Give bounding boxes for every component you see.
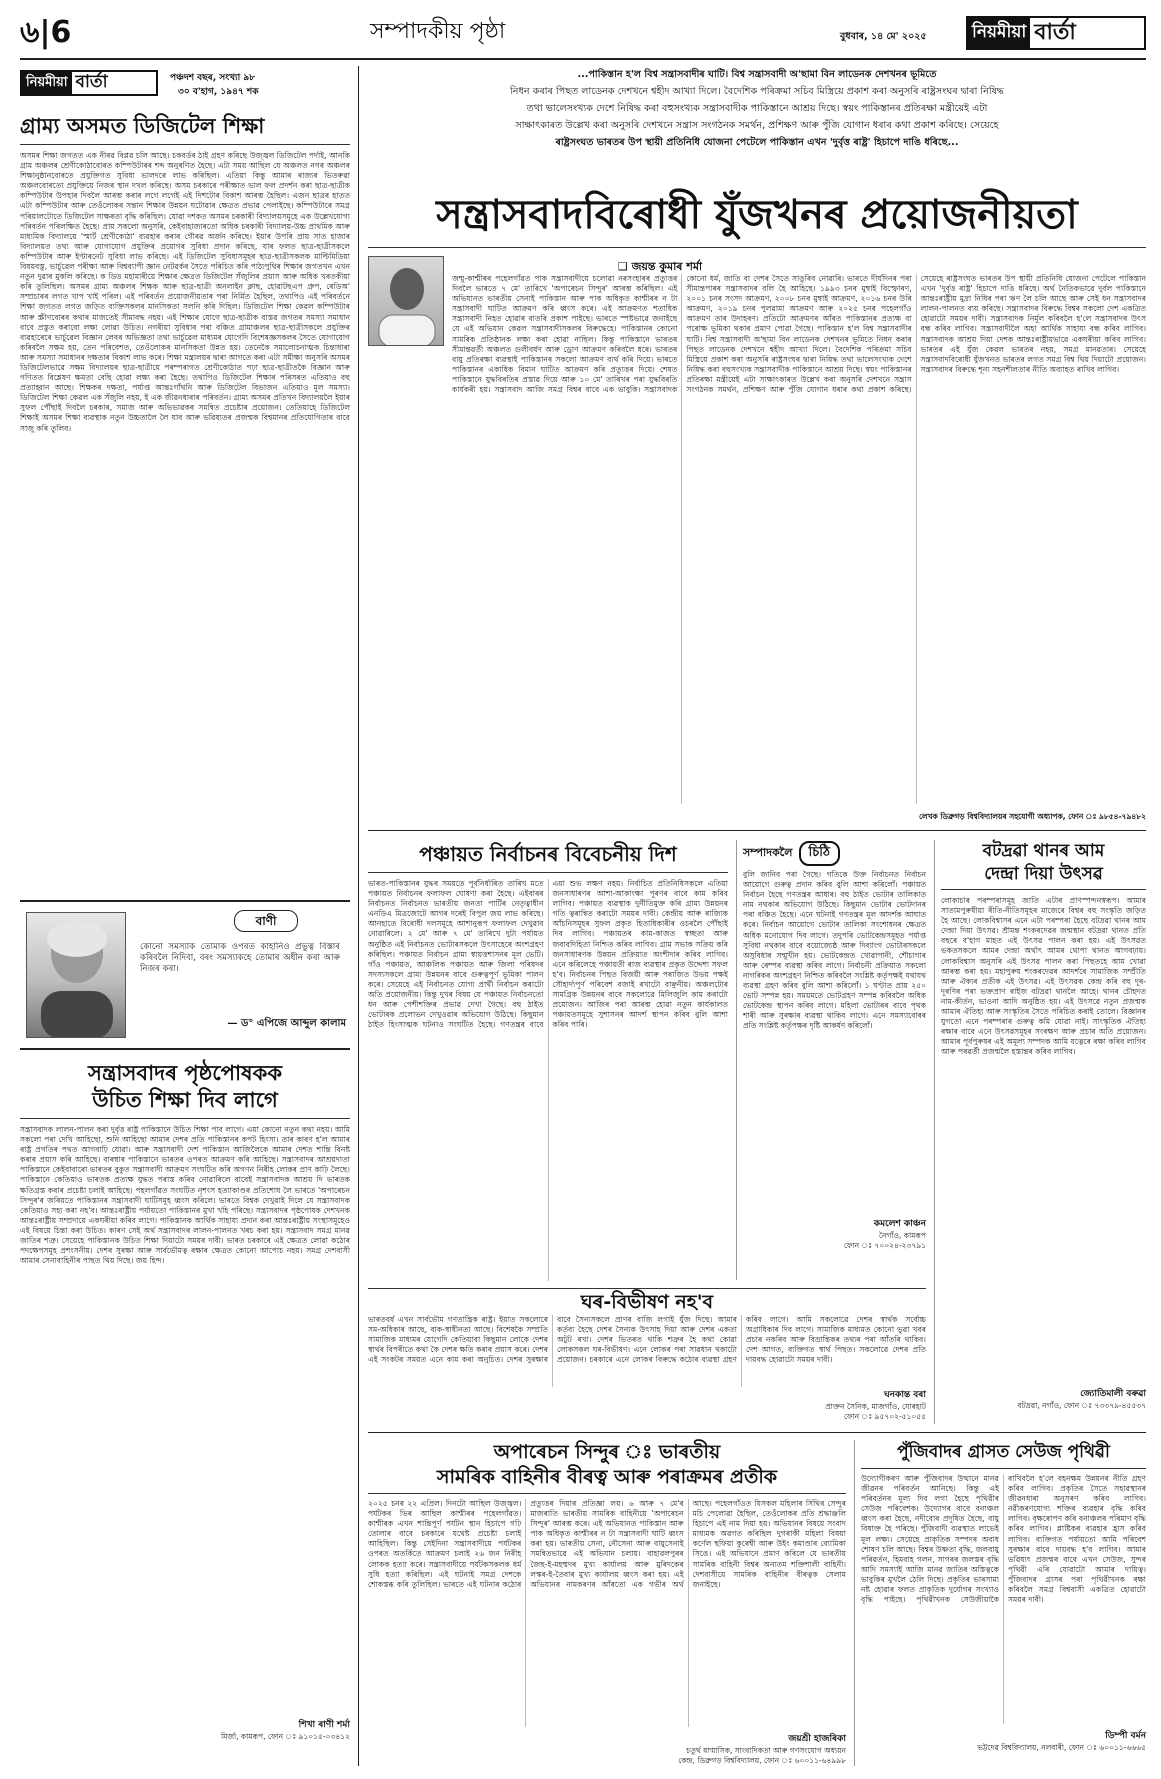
batadraba-body: লোকাচাৰ পৰম্পৰাসমূহ জাতি এটাৰ প্ৰাণস্পন্দনস্বৰূপ। আমাৰ সাতামপুৰুষীয়া ৰীতি-নীতিসমূহৰ মাজেৰে বিশ্বৰ বহু সংস্কৃতি জড়িত হৈ আছে। লোকবিশ্বাসৰ এনে এটা পৰম্পৰা হৈছে বটদ্ৰৱা থানৰ আম দেন্দ্ৰা দিয়া উৎসৱ। শ্ৰীমন্ত শংকৰদেৱৰ জন্মস্থান বটদ্ৰৱা থানত প্ৰতি বছৰে ব'হাগ মাহত এই উৎসৱ পালন কৰা হয়। এই উৎসৱত ভকতসকলে আমৰ দেন্দ্ৰা অৰ্থাৎ আমৰ থোপা থানত আগবঢ়ায়। লোকবিশ্বাস অনুসৰি এই উৎসৱ পালন কৰা পিছতহে আম খোৱা আৰম্ভ কৰা হয়। মহাপুৰুষ শংকৰদেৱৰ আদৰ্শৰে সামাজিক সম্প্ৰীতি আৰু ঐক্যৰ প্ৰতীক এই উৎসৱ। এই উৎসৱক কেন্দ্ৰ কৰি বহু দূৰ-দূৰণিৰ পৰা ভক্তপ্ৰাণ ৰাইজ বটদ্ৰৱা থানলৈ আহে। থানৰ চৌহদত নাম-কীৰ্তন, ভাওনা আদি অনুষ্ঠিত হয়। এই উৎসৱে নতুন প্ৰজন্মক আমাৰ ঐতিহ্য আৰু সংস্কৃতিৰ সৈতে পৰিচিত কৰাই তোলে। বিজ্ঞানৰ যুগতো এনে পৰম্পৰাৰ গুৰুত্ব কমি যোৱা নাই। সাংস্কৃতিক ঐতিহ্য ৰক্ষাৰ বাবে এনে উৎসৱসমূহৰ সংৰক্ষণ আৰু প্ৰচাৰ অতি প্ৰয়োজন। আমাৰ পূৰ্বপুৰুষৰ এই অমূল্য সম্পদক আমি যত্নেৰে ৰক্ষা কৰিব লাগিব আৰু পৰৱৰ্তী প্ৰজন্মলৈ হস্তান্তৰ কৰিব লাগিব। [941, 896, 1146, 1057]
masthead [20, 66, 350, 106]
letter1-body: বুলি জানিব পৰা গৈছে। গতিকে উক্ত নিৰ্বাচনত নিৰ্বাচন আয়োগে গুৰুত্ব প্ৰদান কৰিব বুলি আশা কৰিলোঁ। পঞ্চায়ত নিৰ্বাচন হৈছে গণতন্ত্ৰৰ আধাৰ। বহু ঠাইত ভোটাৰ তালিকাত নাম নথকাৰ অভিযোগ উঠিছে। কিছুমান ভোটাৰ ভোটদানৰ পৰা বঞ্চিত হৈছে। এনে ঘটনাই গণতন্ত্ৰৰ মূল আদৰ্শক আঘাত কৰে। নিৰ্বাচন আয়োগে ভোটাৰ তালিকা সংশোধনৰ ক্ষেত্ৰত অধিক মনোযোগ দিব লাগে। তদুপৰি ভোটকেন্দ্ৰসমূহত পৰ্যাপ্ত সুবিধা নথকাৰ বাবে বয়োজ্যেষ্ঠ আৰু দিব্যাংগ ভোটাৰসকলে অসুবিধাৰ সন্মুখীন হয়। ভোটকেন্দ্ৰত খোৱাপানী, শৌচাগাৰ আৰু ৰেম্পৰ ব্যৱস্থা কৰিব লাগে। নিৰ্বাচনী প্ৰক্ৰিয়াত সকলো নাগৰিকৰ অংশগ্ৰহণ নিশ্চিত কৰিবলৈ সংশ্লিষ্ট কৰ্তৃপক্ষই যথাযথ ব্যৱস্থা গ্ৰহণ কৰিব বুলি আশা কৰিলোঁ। ১ ঘণ্টাত প্ৰায় ২৫০ ভোট সম্পন্ন হয়। সময়মতে ভোটগ্ৰহণ সম্পন্ন কৰিবলৈ অধিক ভোটকেন্দ্ৰ স্থাপন কৰিব লাগে। মহিলা ভোটাৰৰ বাবে পৃথক শাৰী আৰু সুৰক্ষাৰ ব্যৱস্থা থাকিব লাগে। এনে সমস্যাবোৰৰ প্ৰতি সংশ্লিষ্ট কৰ্তৃপক্ষৰ দৃষ্টি আকৰ্ষণ কৰিলোঁ। [743, 870, 926, 1031]
masthead-logo-part-2: বাৰ্তা [75, 72, 108, 92]
masthead-logo [20, 70, 158, 96]
operation-body: ২০২৫ চনৰ ২২ এপ্ৰিল। দিনটো আছিল উজ্জ্বল। পৰ্যটকৰ ভিৰ আছিল কাশ্মীৰৰ পহেলগাঁৱত। কাশ্মীৰক এখন শান্তিপূৰ্ণ পৰ্যটন স্থান হিচাপে গঢ়ি তোলাৰ বাবে চৰকাৰে যথেষ্ট প্ৰচেষ্টা চলাই আহিছিল। কিন্তু সেইদিনা সন্ত্ৰাসবাদীয়ে পৰ্যটকৰ ওপৰত অতৰ্কিতে আক্ৰমণ চলাই ২৬ জন নিৰীহ লোকক হত্যা কৰে। সন্ত্ৰাসবাদীয়ে পৰ্যটকসকলক ধৰ্ম সুধি হত্যা কৰিছিল। এই ঘটনাই সমগ্ৰ দেশকে শোকস্তব্ধ কৰি তুলিছিল। ভাৰতে এই ঘটনাৰ কঠোৰ প্ৰত্যুত্তৰ দিয়াৰ প্ৰতিজ্ঞা লয়। ৬ আৰু ৭ মে'ৰ মাজৰাতি ভাৰতীয় সামৰিক বাহিনীয়ে 'অপাৰেচন সিন্দুৰ' আৰম্ভ কৰে। এই অভিযানত পাকিস্তান আৰু পাক অধিকৃত কাশ্মীৰৰ ন টা সন্ত্ৰাসবাদী ঘাটি ধ্বংস কৰা হয়। ভাৰতীয় সেনা, নৌসেনা আৰু বায়ুসেনাই সমন্বিতভাৱে এই অভিযান চলায়। বাহাৱলপুৰৰ জৈছ-ই-মহম্মদৰ মুখ্য কাৰ্যালয় আৰু মুৰিদকেৰ লস্কৰ-ই-তৈবাৰ মুখ্য কাৰ্যালয় ধ্বংস কৰা হয়। এই অভিযানৰ নামকৰণৰ আঁৰতো এক গভীৰ অৰ্থ আছে। পহেলগাঁওত যিসকল মহিলাৰ সিঁথিৰ সেন্দুৰ মচি পেলোৱা হৈছিল, তেওঁলোকৰ প্ৰতি শ্ৰদ্ধাঞ্জলি হিচাপে এই নাম দিয়া হয়। অভিযানৰ বিষয়ে সংবাদ মাধ্যমক অৱগত কৰিছিল দুগৰাকী মহিলা বিষয়া কৰ্ণেল ছফিয়া কুৰেশ্বী আৰু উইং কমাণ্ডাৰ ব্যোমিকা সিঙে। এই অভিযানে প্ৰমাণ কৰিলে যে ভাৰতীয় সামৰিক বাহিনী বিশ্বৰ অন্যতম শক্তিশালী বাহিনী। দেশবাসীয়ে সামৰিক বাহিনীৰ বীৰত্বক সেলাম জনাইছে। [368, 1499, 846, 1589]
batadraba-title-1: বটদ্ৰৱা থানৰ আম [982, 841, 1105, 861]
main-body: জম্মু-কাশ্মীৰৰ পহেলগাঁৱত পাক সন্ত্ৰাসবাদীয়ে চলোৱা নৰসংহাৰৰ প্ৰত্যুত্তৰ দিবলৈ ভাৰতে ৭ মে' তাৰিখে 'অপাৰেচন সিন্দুৰ' আৰম্ভ কৰিছিল। এই অভিযানত ভাৰতীয় সেনাই পাকিস্তান আৰু পাক অধিকৃত কাশ্মীৰৰ ন টা সন্ত্ৰাসবাদী ঘাটিত আক্ৰমণ কৰি ধ্বংস কৰে। এই আক্ৰমণত শতাধিক সন্ত্ৰাসবাদী নিহত হোৱাৰ বাতৰি প্ৰকাশ পাইছে। ভাৰতে স্পষ্টভাৱে জনাইছে যে এই অভিযান কেৱল সন্ত্ৰাসবাদীসকলৰ বিৰুদ্ধেহে। পাকিস্তানৰ কোনো সামৰিক প্ৰতিষ্ঠানক লক্ষ্য কৰা হোৱা নাছিল। কিন্তু পাকিস্তানে ভাৰতৰ সীমান্তৱৰ্তী অঞ্চলত গুলীবৰ্ষণ আৰু ড্ৰোণ আক্ৰমণ কৰিবলৈ ধৰে। ভাৰতৰ বায়ু প্ৰতিৰক্ষা ব্যৱস্থাই পাকিস্তানৰ সকলো আক্ৰমণ ব্যৰ্থ কৰি দিয়ে। ভাৰতে পাকিস্তানৰ একাধিক বিমান ঘাটিত আক্ৰমণ কৰি প্ৰত্যুত্তৰ দিয়ে। শেষত পাকিস্তানে যুদ্ধবিৰতিৰ প্ৰস্তাৱ দিয়ে আৰু ১০ মে' তাৰিখৰ পৰা যুদ্ধবিৰতি কাৰ্যকৰী হয়। সন্ত্ৰাসবাদ আজি সমগ্ৰ বিশ্বৰ বাবে এক ভাবুকি। সন্ত্ৰাসবাদক কোনো ধৰ্ম, জাতি বা দেশৰ সৈতে সাঙুৰিব নোৱাৰি। ভাৰতে দীৰ্ঘদিনৰ পৰা সীমান্তপাৰৰ সন্ত্ৰাসবাদৰ বলি হৈ আহিছে। ১৯৯৩ চনৰ মুম্বাই বিস্ফোৰণ, ২০০১ চনৰ সংসদ আক্ৰমণ, ২০০৮ চনৰ মুম্বাই আক্ৰমণ, ২০১৬ চনৰ উৰি আক্ৰমণ, ২০১৯ চনৰ পুলৱামা আক্ৰমণ আৰু ২০২৫ চনৰ পহেলগাঁও আক্ৰমণ তাৰ উদাহৰণ। প্ৰতিটো আক্ৰমণৰ আঁৰত পাকিস্তানৰ প্ৰত্যক্ষ বা পৰোক্ষ ভূমিকা থকাৰ প্ৰমাণ পোৱা গৈছে। পাকিস্তান হ'ল বিশ্ব সন্ত্ৰাসবাদীৰ ঘাটি। বিশ্ব সন্ত্ৰাসবাদী অ'ছামা বিন লাডেনক দেশখনৰ ভূমিতে নিধন কৰাৰ পিছত লাডেনক দেশখনে শ্বহীদ আখ্যা দিলে। বৈদেশিক পৰিক্ৰমা সচিব মিস্ত্ৰিয়ে প্ৰকাশ কৰা অনুসৰি ৰাষ্ট্ৰসংঘৰ দ্বাৰা নিষিদ্ধ তথা ভালেসংখ্যক দেশে নিষিদ্ধ কৰা বহুসংখ্যক সন্ত্ৰাসবাদীক পাকিস্তানে আশ্ৰয় দিছে। স্বয়ং পাকিস্তানৰ প্ৰতিৰক্ষা মন্ত্ৰীয়েই এটা সাক্ষাৎকাৰত উল্লেখ কৰা অনুসৰি দেশখনে সন্ত্ৰাস সংগঠনক সমৰ্থন, প্ৰশিক্ষণ আৰু পুঁজি যোগান ধৰাৰ কথা প্ৰকাশ কৰিছে। সেয়েহে ৰাষ্ট্ৰসংঘত ভাৰতৰ উপ স্থায়ী প্ৰতিনিধি যোজনা পেটেলে পাকিস্তান এখন 'দুৰ্বৃত্ত ৰাষ্ট্ৰ' হিচাপে দাঙি ধৰিছে। অৰ্থ নৈতিকভাৱে দুৰ্বল পাকিস্তানে আন্তঃৰাষ্ট্ৰীয় মুদ্ৰা নিধিৰ পৰা ঋণ লৈ চলি আছে আৰু সেই ধন সন্ত্ৰাসবাদৰ লালন-পালনত ব্যয় কৰিছে। সন্ত্ৰাসবাদৰ বিৰুদ্ধে বিশ্বৰ সকলো দেশ একত্ৰিত হোৱাটো সময়ৰ দাবী। সন্ত্ৰাসবাদক নিৰ্মূল কৰিবলৈ হ'লে সন্ত্ৰাসবাদৰ উৎস বন্ধ কৰিব লাগিব। সন্ত্ৰাসবাদীলৈ অহা আৰ্থিক সাহায্য বন্ধ কৰিব লাগিব। সন্ত্ৰাসবাদক আশ্ৰয় দিয়া দেশক আন্তঃৰাষ্ট্ৰীয়ভাৱে একঘৰীয়া কৰিব লাগিব। ভাৰতৰ এই যুঁজ কেৱল ভাৰতৰ নহয়, সমগ্ৰ মানৱতাৰ। সেয়েহে সন্ত্ৰাসবাদবিৰোধী যুঁজখনত ভাৰতৰ লগত সমগ্ৰ বিশ্ব থিয় দিয়াটো প্ৰয়োজন। সন্ত্ৰাসবাদৰ বিৰুদ্ধে শূন্য সহনশীলতাৰ নীতি অব্যাহত ৰাখিব লাগিব। [452, 274, 1146, 395]
page-number: ৬|6 [20, 15, 72, 50]
editorial-digital-education [20, 112, 350, 890]
letters-label: সম্পাদকলৈ [743, 845, 793, 859]
masthead-volume: পঞ্চদশ বছৰ, সংখ্যা ৯৮ [170, 73, 256, 83]
portrait-icon [27, 913, 126, 1038]
ghar-phone: ফোন ঃ ৯৫৭০২-৫১০৫৫ [843, 1412, 926, 1421]
main-title: সন্ত্ৰাসবাদবিৰোধী যুঁজখনৰ প্ৰয়োজনীয়তা [436, 192, 1078, 238]
editorial-body: অসমৰ শিক্ষা জগতত এক নীৰৱ বিপ্লৱ চলি আছে। চকবৰ্ডৰ ঠাই গ্ৰহণ কৰিছে উজ্জ্বল ডিজিটেল পৰ্দাই, আনকি গ্ৰাম অঞ্চলৰ শ্ৰেণীকোঠাবোৰত কম্পিউটাৰৰ শব্দ অনুৰণিত হৈছে। এটা সময় আছিল যে অঞ্চলত নগৰ অঞ্চলৰ শিক্ষানুষ্ঠানবোৰতে প্ৰযুক্তিগত সুবিধা ভালদৰে লাভ কৰিছিল। এতিয়া কিন্তু আমাৰ ৰাজ্যৰ ভিতৰুৱা অঞ্চলবোৰতো প্ৰযুক্তিয়ে নিজৰ স্থান দখল কৰিছে। অসম চৰকাৰে পৰীক্ষাত ভাল ফল প্ৰদৰ্শন কৰা ছাত্ৰ-ছাত্ৰীক কম্পিউটাৰ উপহাৰ দিবলৈ আৰম্ভ কৰাৰ লগে লগেই এই দিশটোৰ বিকাশ আৰম্ভ হৈছিল। এজন ছাত্ৰৰ হাতত এটা কম্পিউটাৰ আৰু তেওঁলোকৰ সন্তান শিক্ষাৰ উন্নয়ন ঘটোৱাৰ ক্ষেত্ৰত প্ৰভাৱ পেলাইছে। কম্পিউটাৰে সমগ্ৰ পৰিয়ালটোতে ডিজিটেল সাক্ষৰতা বৃদ্ধি কৰিছিল। যোৱা দশকত অসমৰ চৰকাৰী বিদ্যালয়সমূহে এক উল্লেখযোগ্য পৰিবৰ্তন পৰিলক্ষিত হৈছে। প্ৰায় সকলো অনুসৰি, কেইবাহাজাৰতো অধিক চৰকাৰী বিদ্যালয়-উচ্চ প্ৰাথমিক আৰু মাধ্যমিক বিদ্যালয়ে 'স্মাৰ্ট শ্ৰেণীকোঠা' ব্যৱহাৰ কৰাৰ গৌৰৱ অৰ্জন কৰিছে। ইয়াৰ উপৰি প্ৰায় সাত হাজাৰ বিদ্যালয়ত তথ্য আৰু যোগাযোগ প্ৰযুক্তিৰ প্ৰয়োগৰ সুবিধা প্ৰদান কৰিছে, যাৰ ফলত ছাত্ৰ-ছাত্ৰীসকলে কম্পিউটাৰ আৰু ইণ্টাৰনেট সুবিধা লাভ কৰিছে। এই ডিজিটেল সুবিধাসমূহৰ ছাত্ৰ-ছাত্ৰীসকলক মাল্টিমিডিয়া বিষয়বস্তু, ভাৰ্চুৱেল পৰীক্ষা আৰু বিশ্বব্যাপী জ্ঞান নেটৱৰ্কৰ সৈতে পৰিচিত কৰি পাঠ্যপুথিৰ শিক্ষাৰ জগতখন এখন নতুন দুৱাৰ মুকলি কৰিছে। ক ডিড মহামাৰীয়ে শিক্ষাৰ ক্ষেত্ৰত ডিজিটেল সঁজুলিৰ প্ৰয়াস আৰু অধিক খৰতকীয়া কৰি তুলিছিল। অসমৰ গ্ৰাম্য অঞ্চলৰ শিক্ষক আৰু ছাত্ৰ-ছাত্ৰী অনলাইন ক্লাছ, হোৱাটছএপ গ্ৰুপ, ৰেডিঅ' সম্প্ৰচাৰৰ লগত খাপ খাই পৰিল। এই পৰিবৰ্তন প্ৰয়োজনীয়তাৰ পৰা নিৰ্মিত হৈছিল, তথাপিও এই পৰিবৰ্তনে শিক্ষা জগতত লগত জড়িত ব্যক্তিসকলৰ মানসিকতা সলনি কৰি দিছিল। ডিজিটেল শিক্ষা কেৱল কম্পিউটাৰ আৰু স্ক্ৰীণবোৰৰ কথাৰ মাজতেই সীমাবদ্ধ নহয়। এই শিক্ষাৰ যোগে ছাত্ৰ-ছাত্ৰীক বাস্তৱ জগতৰ সমস্যা সমাধান বাবে প্ৰস্তুত কৰাবো লক্ষ্য লোৱা উচিত। নগৰীয়া সুবিধাৰ পৰা বঞ্চিত গ্ৰামাঞ্চলৰ ছাত্ৰ-ছাত্ৰীসকলে প্ৰযুক্তিৰ ব্যৱহাৰেৰে ভাৰ্চুৱেল বিজ্ঞান লেবৰ অভিজ্ঞতা তথা ভাৰ্চুৱেল মাধ্যমৰ যোগেদি বিশেষজ্ঞসকলৰ সৈতে যোগাযোগ কৰিবলৈ সক্ষম হয়, তেন পৰিবেশত, তেওঁলোকৰ মানসিকতা উন্নত হয়। তেনেকৈ সমালোচনাত্মক চিন্তাধাৰা আৰু সমস্যা সমাধানৰ দক্ষতাৰ বিকাশ লাভ কৰে। শিক্ষা মন্ত্ৰালয়ৰ দ্বাৰা আগতে কৰা এটা সমীক্ষা অনুসৰি অসমৰ ডিজিটেলভাৱে সক্ষম বিদ্যালয়ৰ ছাত্ৰ-ছাত্ৰীয়ে পৰম্পৰাগত শ্ৰেণীকোঠাত পঢ়া ছাত্ৰ-ছাত্ৰীতকৈ বিজ্ঞান আৰু গণিতত বিশ্লেষণ ক্ষমতা বেছি হোৱা লক্ষ্য কৰা হৈছে। তথাপিও ডিজিটেল শিক্ষাৰ পৰিসৰত এতিয়াও বহু প্ৰত্যাহ্বান আছে। শিক্ষকৰ দক্ষতা, পৰ্যাপ্ত আন্তঃগাঁথনি আৰু ডিজিটেল বিভাজন এতিয়াও মূল সমস্যা। ডিজিটেল শিক্ষা কেৱল এক সঁজুলি নহয়, ই এক জীৱনধাৰাৰ পৰিবৰ্তন। গ্ৰাম্য অসমৰ প্ৰতিখন বিদ্যালয়লৈ ইয়াৰ সুফল পৌঁছাই দিবলৈ চৰকাৰ, সমাজ আৰু অভিভাৱকৰ সমন্বিত প্ৰচেষ্টাৰ প্ৰয়োজন। তেতিয়াহে ডিজিটেল শিক্ষাই অসমৰ শিক্ষা ব্যৱস্থাক নতুন উচ্চতালৈ লৈ যাব আৰু ভৱিষ্যতৰ প্ৰজন্মক বিশ্বমানৰ প্ৰতিযোগিতাৰ বাবে সাজু কৰি তুলিব। [20, 151, 350, 433]
batadraba-address: বটদ্ৰৱা, নগাঁও, ফোন ঃ ৭৩৩৭৯-৪৫৫৩৭ [1017, 1401, 1146, 1410]
main-title-rule [368, 247, 1146, 248]
main-byline: ❑ জয়ন্ত কুমাৰ শৰ্মা [617, 260, 703, 273]
quote-text: কোনো সমস্যাক তোমাক ওপৰত কাহানিও প্ৰভুত্ব বিস্তাৰ কৰিবলৈ নিদিবা, বৰং সমস্যাকহে তোমাৰ অধীন কৰা আৰু নিজৰ কৰা। [140, 942, 340, 974]
capital-address: ভট্টদেৱ বিশ্ববিদ্যালয়, নলবাৰী, ফোন ঃ ৬০০১১-৬৬৬৫ [977, 1743, 1146, 1752]
operation-title-1: অপাৰেচন সিন্দুৰ ঃ ভাৰতীয় [493, 1441, 721, 1463]
panchayat-body: ভাৰত-পাকিস্তানৰ যুদ্ধৰ সময়তে পূৰ্বনিৰ্ধাৰিত তাৰিখ মতে পঞ্চায়ত নিৰ্বাচনৰ ফলাফল ঘোষণা কৰা হৈছে। এইবাৰৰ নিৰ্বাচনত নিৰ্বাচনত ভাৰতীয় জনতা পাৰ্টিৰ নেতৃত্বাধীন এনডিএ মিত্ৰজোটে আগৰ দৰেই বিপুল জয় লাভ কৰিছে। আনহাতে বিৰোধী দলসমূহে আশানুৰূপ ফলাফল দেখুৱাব নোৱাৰিলে। ২ মে' আৰু ৭ মে' তাৰিখে দুটা পৰ্যায়ত অনুষ্ঠিত এই নিৰ্বাচনত ভোটাৰসকলে উৎসাহেৰে অংশগ্ৰহণ কৰিছিল। পঞ্চায়ত নিৰ্বাচন গ্ৰাম্য স্বায়ত্তশাসনৰ মূল ভেটি। গাঁও পঞ্চায়ত, আঞ্চলিক পঞ্চায়ত আৰু জিলা পৰিষদৰ সদস্যসকলে গ্ৰাম্য উন্নয়নৰ বাবে গুৰুত্বপূৰ্ণ ভূমিকা পালন কৰে। সেয়েহে এই নিৰ্বাচনত যোগ্য প্ৰাৰ্থী নিৰ্বাচন কৰাটো অতি প্ৰয়োজনীয়। কিন্তু দুখৰ বিষয় যে পঞ্চায়ত নিৰ্বাচনতো ধন আৰু পেশীশক্তিৰ প্ৰভাৱ দেখা গৈছে। বহু ঠাইত ভোটাৰক প্ৰলোভন দেখুওৱাৰ অভিযোগ উঠিছে। কিছুমান ঠাইত হিংসাত্মক ঘটনাও সংঘটিত হৈছে। গণতন্ত্ৰৰ বাবে এয়া শুভ লক্ষণ নহয়। নিৰ্বাচিত প্ৰতিনিধিসকলে এতিয়া জনসাধাৰণৰ আশা-আকাংক্ষা পূৰণৰ বাবে কাম কৰিব লাগিব। পঞ্চায়ত ব্যৱস্থাক দুৰ্নীতিমুক্ত কৰি গ্ৰাম্য উন্নয়নৰ গতি ত্বৰান্বিত কৰাটো সময়ৰ দাবী। কেন্দ্ৰীয় আৰু ৰাজ্যিক আঁচনিসমূহৰ সুফল প্ৰকৃত হিতাধিকাৰীৰ ওচৰলৈ পৌঁছাই দিব লাগিব। পঞ্চায়তৰ কাম-কাজত স্বচ্ছতা আৰু জবাবদিহিতা নিশ্চিত কৰিব লাগিব। গ্ৰাম সভাক সক্ৰিয় কৰি জনসাধাৰণক উন্নয়ন প্ৰক্ৰিয়াত অংশীদাৰ কৰিব লাগিব। এনে কৰিলেহে পঞ্চায়তী ৰাজ ব্যৱস্থাৰ প্ৰকৃত উদ্দেশ্য সফল হ'ব। নিৰ্বাচনৰ পিছত বিজয়ী আৰু পৰাজিত উভয় পক্ষই সৌহাৰ্দ্যপূৰ্ণ পৰিবেশ বজাই ৰখাটো বাঞ্ছনীয়। অঞ্চলটোৰ সামগ্ৰিক উন্নয়নৰ বাবে সকলোৱে মিলিজুলি কাম কৰাটো প্ৰয়োজন। আজিৰ পৰা আৰম্ভ হোৱা নতুন কাৰ্যকালত পঞ্চায়তসমূহে সুশাসনৰ আদৰ্শ স্থাপন কৰিব বুলি আশা কৰিব পাৰি। [368, 879, 728, 1030]
editorial-title: গ্ৰাম্য অসমত ডিজিটেল শিক্ষা [20, 112, 350, 145]
ghar-body: ভাৰতবৰ্ষ এখন সাৰ্বভৌম গণতান্ত্ৰিক ৰাষ্ট্ৰ। ইয়াত সকলোৰে সম-অধিকাৰ আছে, বাক-স্বাধীনতা আছে। বিশেষকৈ সম্প্ৰতি সামাজিক মাধ্যমৰ যোগেদি কেতিয়াবা কিছুমান লোকে দেশৰ স্বাৰ্থৰ বিপৰীতে কথা কৈ দেশৰ ক্ষতি কৰাৰ প্ৰয়াস কৰে। দেশৰ এই সংকটৰ সময়ত এনে কাম কৰা অনুচিত। দেশৰ সুৰক্ষাৰ বাবে সৈন্যসকলে প্ৰাণৰ বাজি লগাই যুঁজ দিছে। আমাৰ কৰ্তব্য হৈছে দেশৰ সৈন্যক উৎসাহ দিয়া আৰু দেশৰ একতা অটুট ৰখা। দেশৰ ভিতৰত থাকি শত্ৰুৰ হৈ কথা কোৱা লোকসকল ঘৰ-বিভীষণ। এনে লোকৰ পৰা সাৱধান থকাটো প্ৰয়োজন। চৰকাৰে এনে লোকৰ বিৰুদ্ধে কঠোৰ ব্যৱস্থা গ্ৰহণ কৰিব লাগে। আমি সকলোৱে দেশৰ স্বাৰ্থক সৰ্বোচ্চ অগ্ৰাধিকাৰ দিব লাগে। সামাজিক মাধ্যমত কোনো ভুৱা খবৰ প্ৰচাৰ নকৰিব আৰু বিভ্ৰান্তিকৰ তথ্যৰ পৰা আঁতৰি থাকিব। দেশ আগত, ব্যক্তিগত স্বাৰ্থ পিছত। সকলোৱে দেশৰ প্ৰতি দায়বদ্ধ হোৱাটো সময়ৰ দাবী। [368, 1315, 926, 1365]
letters-column [736, 840, 926, 1280]
ghar-title: ঘৰ-বিভীষণ নহ'ব [580, 1291, 714, 1313]
article-operation [368, 1440, 846, 1766]
ghar-address: প্ৰাক্তন সৈনিক, মাজগাঁও, যোৰহাট [825, 1402, 926, 1411]
strip-line-2: নিধন কৰাৰ পিছত লাডেনক দেশখনে শ্বহীদ আখ্যা দিলে। বৈদেশিক পৰিক্ৰমা সচিব মিস্ত্ৰিয়ে প্ৰকাশ কৰা অনুসৰি ৰাষ্ট্ৰসংঘৰ দ্বাৰা নিষিদ্ধ [510, 86, 1004, 97]
editorial2-title-2: উচিত শিক্ষা দিব লাগে [20, 1087, 350, 1119]
operation-author: জয়শ্ৰী হাজৰিকা [788, 1734, 846, 1744]
ghar-author: ঘনকান্ত বৰা [884, 1390, 926, 1400]
page-header [20, 14, 1146, 58]
letter1-address: নৈগাঁও, কামৰূপ [878, 1231, 926, 1240]
capital-body: উদ্যোগীকৰণ আৰু পুঁজিবাদৰ উত্থানে মানৱ জীৱনৰ পৰিবৰ্তন আনিছে। কিন্তু এই পৰিবৰ্তনৰ মূল্য দিব লগা হৈছে পৃথিৱীৰ সেউজ পৰিবেশক। উদ্যোগৰ বাবে বনাঞ্চল ধ্বংস কৰা হৈছে, নদীবোৰ প্ৰদূষিত হৈছে, বায়ু বিষাক্ত হৈ পৰিছে। পুঁজিবাদী ব্যৱস্থাত লাভেই মূল লক্ষ্য। সেয়েহে প্ৰাকৃতিক সম্পদৰ অবাধ শোষণ চলি আছে। বিশ্বৰ উষ্ণতা বৃদ্ধি, জলবায়ু পৰিৱৰ্তন, হিমবাহ গলন, সাগৰৰ জলস্তৰ বৃদ্ধি আদি সমস্যাই আজি মানৱ জাতিৰ অস্তিত্বকে ভাবুকিৰ মুখলৈ ঠেলি দিছে। প্ৰকৃতিৰ ভাৰসাম্য নষ্ট হোৱাৰ ফলত প্ৰাকৃতিক দুৰ্যোগৰ সংখ্যাও বৃদ্ধি পাইছে। পৃথিৱীখনক সেউজীয়াকৈ ৰাখিবলৈ হ'লে বহনক্ষম উন্নয়নৰ নীতি গ্ৰহণ কৰিব লাগিব। প্ৰকৃতিৰ সৈতে সহাৱস্থানৰ জীৱনধাৰা অনুসৰণ কৰিব লাগিব। নৱীকৰণযোগ্য শক্তিৰ ব্যৱহাৰ বৃদ্ধি কৰিব লাগিব। বৃক্ষৰোপণ কৰি বনাঞ্চলৰ পৰিমাণ বৃদ্ধি কৰিব লাগিব। প্লাষ্টিকৰ ব্যৱহাৰ হ্ৰাস কৰিব লাগিব। ব্যক্তিগত পৰ্যায়তো আমি পৰিবেশ সুৰক্ষাৰ বাবে দায়বদ্ধ হ'ব লাগিব। আমাৰ ভৱিষ্যৎ প্ৰজন্মৰ বাবে এখন সেউজ, সুন্দৰ পৃথিৱী এৰি যোৱাটো আমাৰ দায়িত্ব। পুঁজিবাদৰ গ্ৰাসৰ পৰা পৃথিৱীখনক ৰক্ষা কৰিবলৈ সমগ্ৰ বিশ্ববাসী একত্ৰিত হোৱাটো সময়ৰ দাবী। [861, 1474, 1146, 1605]
author-photo-main [368, 256, 444, 346]
letters-badge: চিঠি [799, 841, 840, 866]
batadraba-title-2: দেন্দ্ৰা দিয়া উৎসৱ [941, 863, 1146, 890]
logo-part-1: নিয়মীয়া [968, 18, 1030, 48]
quote-author: — ড° এপিজে আব্দুল কালাম [227, 1018, 346, 1029]
editorial2-title-1: সন্ত্ৰাসবাদৰ পৃষ্ঠপোষকক [87, 1061, 283, 1085]
capital-author: ডিম্পী বৰ্মন [1105, 1731, 1146, 1741]
batadraba-author: জ্যোতিমালী বৰুৱা [1080, 1389, 1146, 1399]
author-photo [26, 912, 126, 1038]
operation-address-2: কেন্দ্ৰ, ডিব্ৰুগড় বিশ্ববিদ্যালয়, ফোন ঃ ৬০০১১-৬৪৯৯৮ [678, 1756, 846, 1765]
ghar-signature [706, 1387, 926, 1422]
header-logo [966, 16, 1146, 50]
quote-heading: বাণী [234, 910, 298, 932]
logo-part-2: বাৰ্তা [1034, 19, 1076, 45]
column-divider [358, 66, 359, 1766]
strip-line-1: ...পাকিস্তান হ'ল বিশ্ব সন্ত্ৰাসবাদীৰ ঘাটি। বিশ্ব সন্ত্ৰাসবাদী অ'ছামা বিন লাডেনক দেশখনৰ ভূমিতে [577, 69, 937, 80]
masthead-logo-part-1: নিয়মীয়া [22, 72, 72, 94]
lower-rule [368, 1432, 1146, 1433]
header-date: বুধবাৰ, ১৪ মে' ২০২৫ [840, 31, 927, 42]
strip-line-4: সাক্ষাৎকাৰত উল্লেখ কৰা অনুসৰি দেশখনে সন্ত্ৰাস সংগঠনক সমৰ্থন, প্ৰশিক্ষণ আৰু পুঁজি যোগান ধৰাৰ কথা প্ৰকাশ কৰিছে। সেয়েহে [515, 120, 999, 131]
top-strip [368, 66, 1146, 158]
main-footer: লেখক ডিব্ৰুগড় বিশ্ববিদ্যালয়ৰ সহযোগী অধ্যাপক, ফোন ঃ ৯৮৫৪-৭৯৪৮২ [919, 812, 1146, 821]
quote-box [20, 900, 350, 1050]
editorial2-address: মিৰ্জা, কামৰূপ, ফোন ঃ ৯১০১৫-০৩৪১২ [221, 1732, 350, 1741]
strip-line-5: ৰাষ্ট্ৰসংঘত ভাৰতৰ উপ স্থায়ী প্ৰতিনিধি যোজনা পেটেলে পাকিস্তান এখন 'দুৰ্বৃত্ত ৰাষ্ট্ৰ' হিচাপে দাঙি ধৰিছে... [555, 137, 959, 148]
main-bottom-rule [368, 830, 1146, 831]
strip-line-3: তথা ভালেসংখ্যক দেশে নিষিদ্ধ কৰা বহুসংখ্যক সন্ত্ৰাসবাদীক পাকিস্তানে আশ্ৰয় দিছে। স্বয়ং পাকিস্তানৰ প্ৰতিৰক্ষা মন্ত্ৰীয়েই এটা [526, 103, 988, 114]
editorial-terror-sponsor [20, 1060, 350, 1760]
editorial2-body: সন্ত্ৰাসবাদক লালন-পালন কৰা দুৰ্বৃত্ত ৰাষ্ট্ৰ পাকিস্তানে উচিত শিক্ষা পাব লাগে। এয়া কোনো নতুন কথা নহয়। আমি সকলো পৰা দেখি আহিছো, শুনি আহিছো আমাৰ দেশৰ প্ৰতি পাকিস্তানৰ কপট হিংসা। তাৰ কাৰণ হ'ল আমাৰ ৰাষ্ট্ৰ প্ৰগতিৰ পথত আগবাঢ়ি যোৱা। আৰু সন্ত্ৰাসবাদী দেশ পাকিস্তান আজিলৈকে আমাৰ দেশত শান্তি বিনষ্ট কৰাৰ প্ৰয়াস কৰি আহিছে। বাৰম্বাৰ পাকিস্তানে ভাৰতৰ ওপৰত আক্ৰমণ কৰি আহিছে। সন্ত্ৰাসবাদৰ আশ্ৰয়দাতা পাকিস্তানে কেইবাবাৰো ভাৰতৰ বুকুত সন্ত্ৰাসবাদী আক্ৰমণ সংঘটিত কৰি অগণন নিৰীহ লোকৰ প্ৰাণ কাঢ়ি লৈছে। পাকিস্তানে কেতিয়াও ভাৰতক প্ৰত্যক্ষ যুদ্ধত পৰাস্ত কৰিব নোৱাৰিলে বাবেই সন্ত্ৰাসবাদক আশ্ৰয় দি ভাৰতক ক্ষতিগ্ৰস্ত কৰাৰ প্ৰচেষ্টা চলাই আহিছে। পহলগাঁৱত সংঘটিত নৃশংস হত্যাকাণ্ডৰ প্ৰতিশোধ লৈ ভাৰতে 'অপাৰেচন সিন্দুৰ'ৰ জৰিয়তে পাকিস্তানৰ সন্ত্ৰাসবাদী ঘাটিসমূহ ধ্বংস কৰিলে। ভাৰতে বিশ্বক দেখুৱাই দিলে যে সন্ত্ৰাসবাদক কেতিয়াও সহ্য কৰা নহ'ব। আন্তঃৰাষ্ট্ৰীয় পৰ্যায়তো পাকিস্তানৰ মুখা খহি পৰিছে। সন্ত্ৰাসবাদৰ পৃষ্ঠপোষক দেশখনক আন্তঃৰাষ্ট্ৰীয় সম্প্ৰদায়ে একঘৰীয়া কৰিব লাগে। পাকিস্তানক আৰ্থিক সাহায্য প্ৰদান কৰা আন্তঃৰাষ্ট্ৰীয় সংস্থাসমূহেও এই বিষয়ে চিন্তা কৰা উচিত। কাৰণ সেই অৰ্থ সন্ত্ৰাসবাদৰ লালন-পালনত খৰচ কৰা হয়। সন্ত্ৰাসবাদ সমগ্ৰ মানৱ জাতিৰ শত্ৰু। সেয়েহে পাকিস্তানক উচিত শিক্ষা দিয়াটো সময়ৰ দাবী। ভাৰত চৰকাৰে এই ক্ষেত্ৰত লোৱা কঠোৰ পদক্ষেপসমূহ প্ৰশংসনীয়। দেশৰ সুৰক্ষা আৰু সাৰ্বভৌমত্ব ৰক্ষাৰ ক্ষেত্ৰত কোনো আপোচ নহয়। সমগ্ৰ দেশবাসী আমাৰ সেনাবাহিনীৰ পাছত থিয় দিছে। জয় হিন্দ। [20, 1125, 350, 1266]
panchayat-title: পঞ্চায়ত নিৰ্বাচনৰ বিবেচনীয় দিশ [368, 840, 728, 873]
editorial2-author: শিখা ৰাণী শৰ্মা [298, 1720, 350, 1730]
operation-address-1: চতুৰ্থ ষাণ্মাসিক, সাংবাদিকতা আৰু গণসংযোগ অধ্যয়ন [686, 1746, 846, 1755]
article-batadraba [934, 840, 1146, 1424]
masthead-date: ৩০ ব'হাগ, ১৯৪৭ শক [178, 87, 259, 97]
article-capital [854, 1440, 1146, 1766]
letter1-author: কমলেশ কাঞ্চন [873, 1219, 926, 1229]
header-rule [20, 58, 1146, 60]
portrait-icon-main [369, 257, 444, 346]
letter1-phone: ফোন ঃ ৭০০২৪-২৩৭৯১ [843, 1241, 926, 1250]
section-title: সম্পাদকীয় পৃষ্ঠা [370, 19, 506, 44]
article-ghar [368, 1288, 926, 1424]
capital-title: পুঁজিবাদৰ গ্ৰাসত সেউজ পৃথিৱী [861, 1440, 1146, 1469]
operation-title-2: সামৰিক বাহিনীৰ বীৰত্ব আৰু পৰাক্ৰমৰ প্ৰতীক [368, 1465, 846, 1494]
article-panchayat [368, 840, 728, 1280]
